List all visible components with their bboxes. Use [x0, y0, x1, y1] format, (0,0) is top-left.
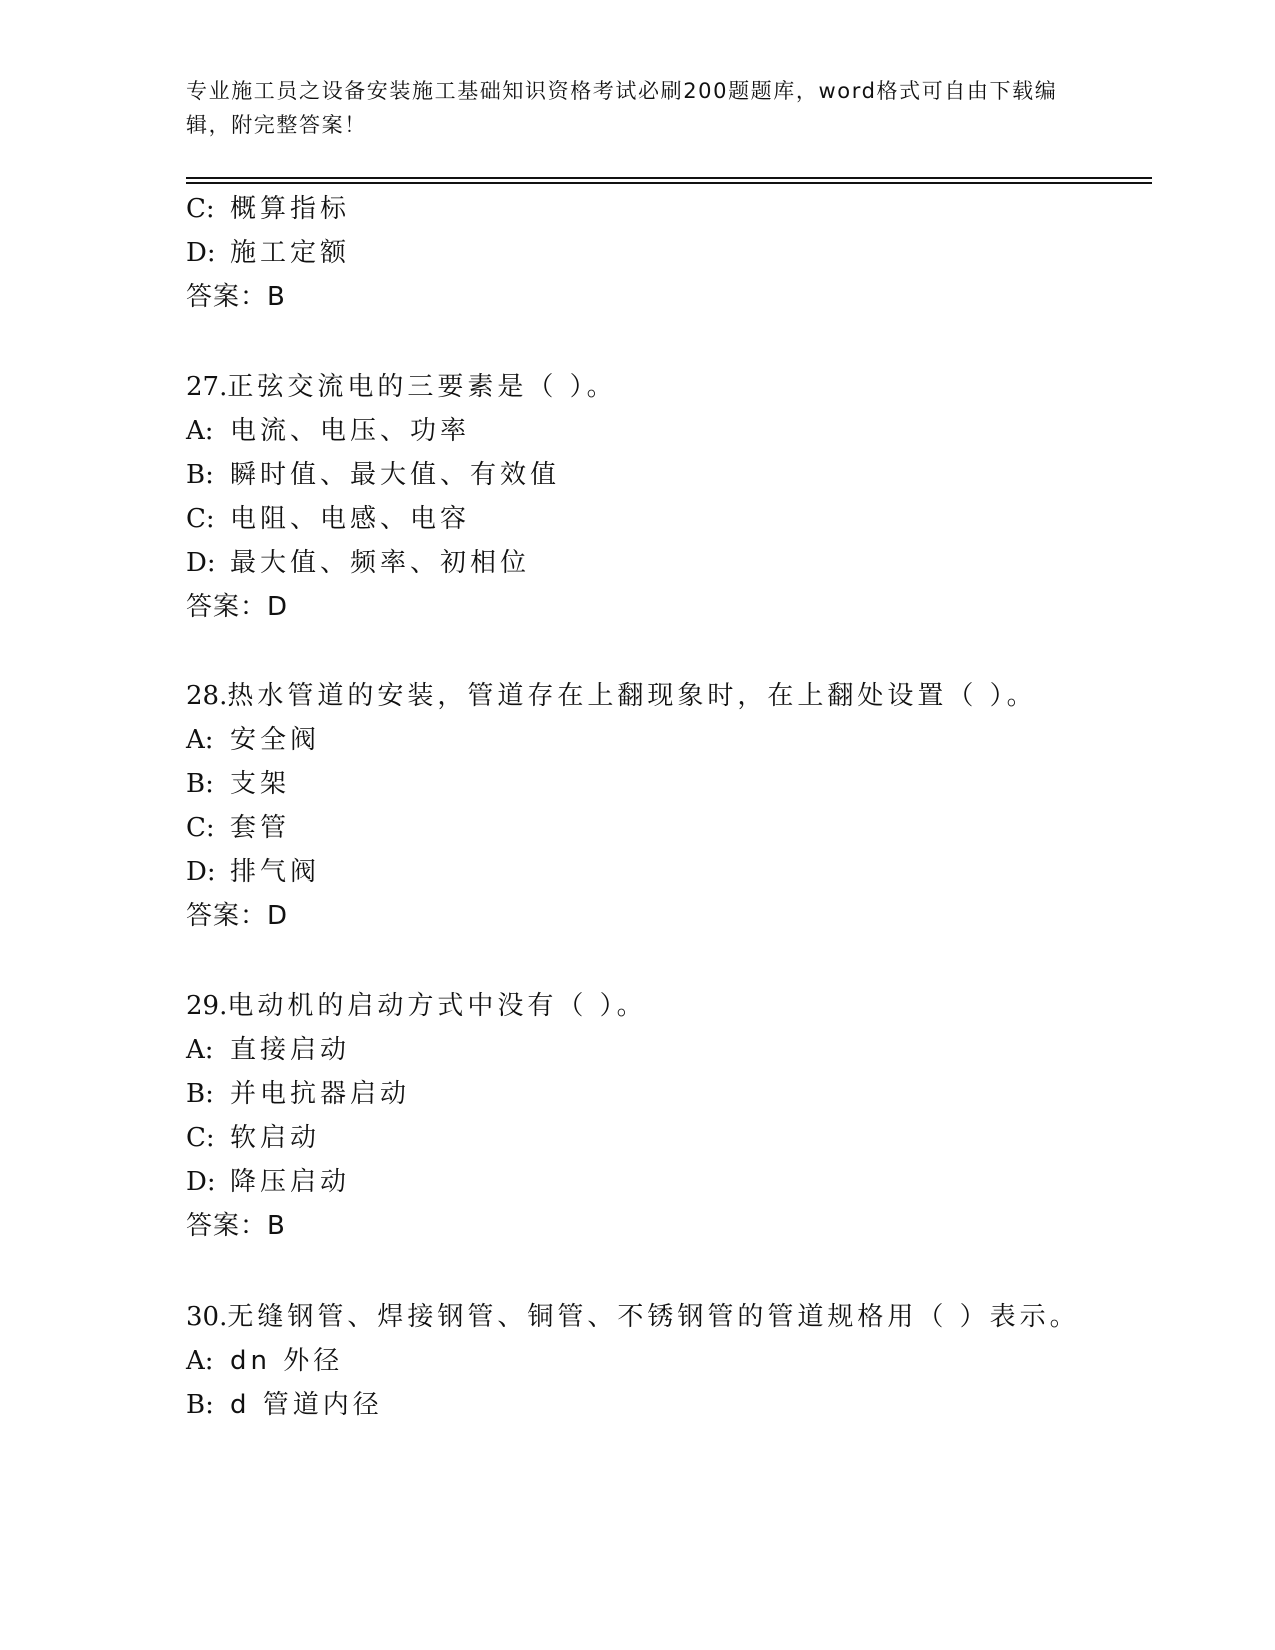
option-line — [186, 192, 350, 226]
option-prefix: B: — [186, 769, 214, 799]
question-number: 30. — [186, 1302, 228, 1332]
question-stem — [186, 989, 647, 1023]
question-text: 无缝钢管、焊接钢管、铜管、不锈钢管的管道规格用（ ）表示。 — [227, 1302, 1080, 1332]
question-number: 29. — [186, 991, 228, 1021]
option-text: 直接启动 — [230, 1035, 351, 1065]
option-text: 并电抗器启动 — [230, 1079, 411, 1109]
question-text: 热水管道的安装，管道存在上翻现象时，在上翻处设置（ ）。 — [227, 681, 1037, 711]
option-line — [186, 1033, 350, 1067]
option-line — [186, 546, 530, 580]
option-prefix: B: — [186, 1390, 214, 1420]
question-stem — [186, 370, 617, 404]
option-text: 支架 — [230, 769, 291, 799]
option-prefix: B: — [186, 460, 214, 490]
option-text: 最大值、频率、初相位 — [230, 548, 531, 578]
option-line — [186, 1077, 410, 1111]
question-text: 正弦交流电的三要素是（ ）。 — [227, 372, 617, 402]
answer-line: 答案：D — [186, 901, 289, 931]
option-prefix: A: — [186, 725, 214, 755]
option-prefix: C: — [186, 1123, 215, 1153]
option-prefix: D: — [186, 238, 216, 268]
option-prefix: A: — [186, 1035, 214, 1065]
option-prefix: A: — [186, 416, 214, 446]
option-line — [186, 1388, 383, 1422]
option-text: 电阻、电感、电容 — [230, 504, 471, 534]
option-text: 软启动 — [230, 1123, 321, 1153]
option-line — [186, 1344, 343, 1378]
option-text: 施工定额 — [230, 238, 351, 268]
question-stem — [186, 679, 1037, 713]
option-line — [186, 855, 320, 889]
option-text: 概算指标 — [230, 194, 351, 224]
question-number: 28. — [186, 681, 228, 711]
option-line — [186, 1121, 320, 1155]
option-line — [186, 458, 560, 492]
question-number: 27. — [186, 372, 228, 402]
option-line — [186, 723, 320, 757]
option-text: 电流、电压、功率 — [230, 416, 471, 446]
option-line — [186, 236, 350, 270]
question-stem — [186, 1300, 1080, 1334]
option-prefix: A: — [186, 1346, 214, 1376]
document-header: 专业施工员之设备安装施工基础知识资格考试必刷200题题库，word格式可自由下载编辑，附完整答案！ — [186, 79, 1058, 137]
option-text: 瞬时值、最大值、有效值 — [230, 460, 561, 490]
header-divider-top — [186, 177, 1152, 179]
option-text: d 管道内径 — [230, 1390, 383, 1420]
option-text: 安全阀 — [230, 725, 321, 755]
option-line — [186, 414, 470, 448]
option-line — [186, 502, 470, 536]
option-text: dn 外径 — [230, 1346, 344, 1376]
option-text: 套管 — [230, 813, 291, 843]
option-prefix: D: — [186, 548, 216, 578]
option-prefix: C: — [186, 813, 215, 843]
option-prefix: B: — [186, 1079, 214, 1109]
answer-line: 答案：B — [186, 282, 286, 312]
answer-line: 答案：D — [186, 592, 289, 622]
option-prefix: D: — [186, 857, 216, 887]
header-divider-bottom — [186, 182, 1152, 184]
option-line — [186, 767, 290, 801]
question-text: 电动机的启动方式中没有（ ）。 — [227, 991, 647, 1021]
option-line — [186, 811, 290, 845]
option-text: 排气阀 — [230, 857, 321, 887]
option-prefix: D: — [186, 1167, 216, 1197]
answer-line: 答案：B — [186, 1211, 286, 1241]
option-line — [186, 1165, 350, 1199]
option-prefix: C: — [186, 504, 215, 534]
option-prefix: C: — [186, 194, 215, 224]
option-text: 降压启动 — [230, 1167, 351, 1197]
